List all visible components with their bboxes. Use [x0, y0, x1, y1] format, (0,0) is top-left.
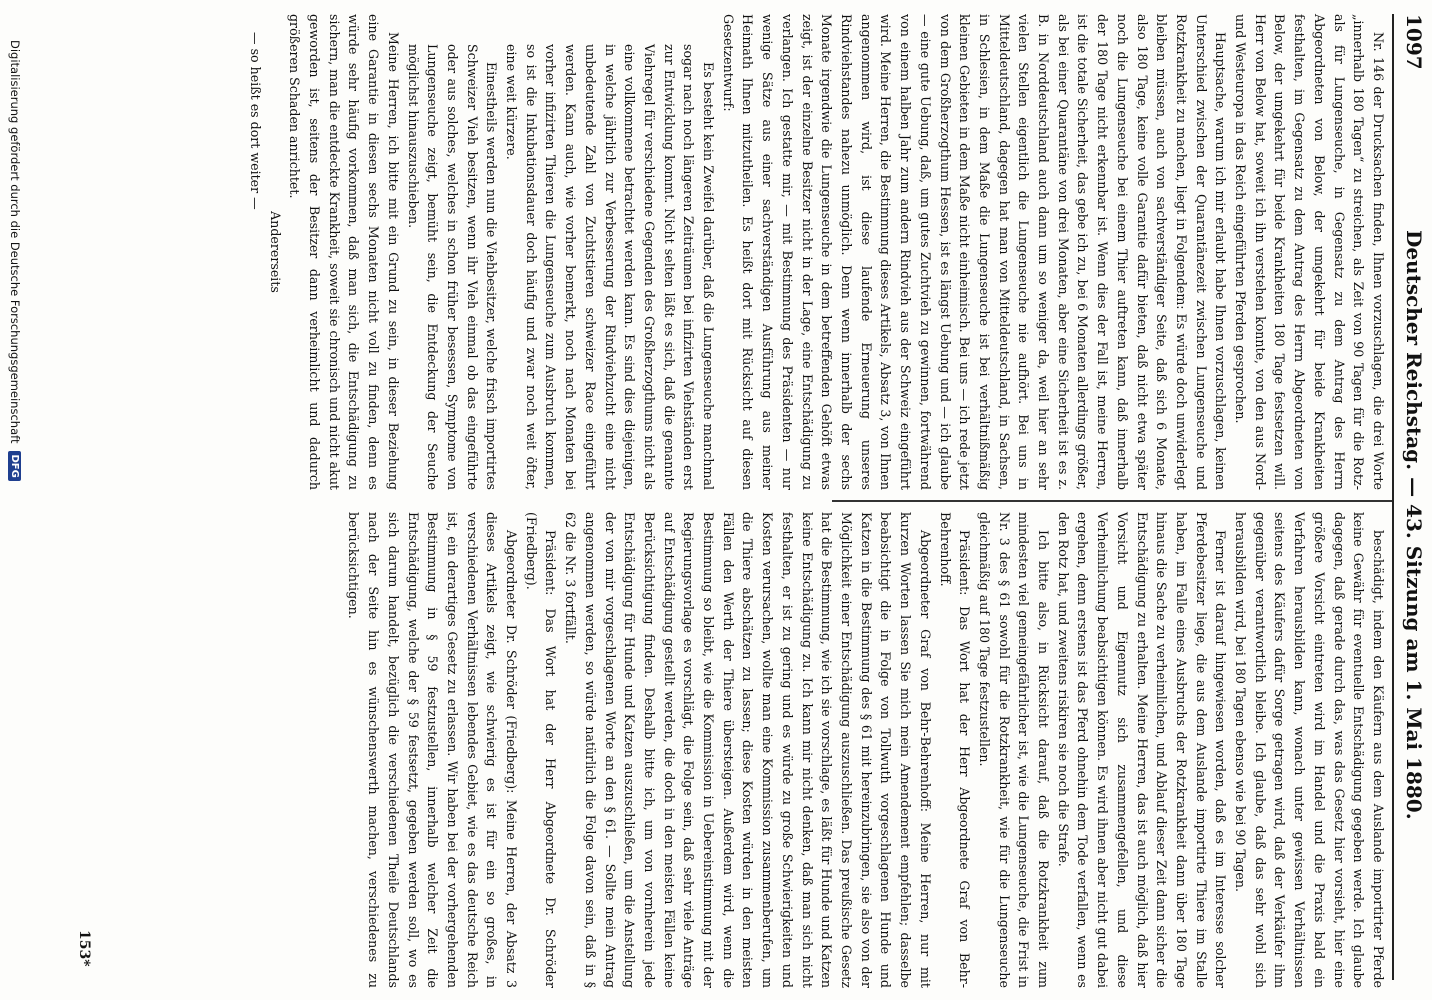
header-rule	[1392, 14, 1394, 980]
left-column	[245, 14, 1388, 490]
paragraph: beschädigt, indem den Käufern aus dem Auslande importirter Pferde keine Gewähr für eventuelle Entschädigung gegeben werde. Ich glaube dagegen, daß gerade durch das, was das Gesetz hier vorsieht, hier eine größere Vorsicht eintreten wird im Handel und die Praxis bald ein Verfahren herausbilden kann, wonach unter gewissen Verhältnissen seitens des Käufers dafür Sorge getragen wird, daß der Verkäufer ihm gegenüber verantwortlich bleibe. Ich glaube, daß das sehr wohl sich herausbilden wird, bei 180 Tagen ebenso wie bei 90 Tagen.	[1233, 512, 1386, 988]
paragraph: Präsident: Das Wort hat der Herr Abgeordnete Dr. Schröder (Friedberg).	[523, 512, 559, 988]
paragraph: Abgeordneter Dr. Schröder (Friedberg): Meine Herren, der Absatz 3 dieses Artikels zeigt, wie schwierig es ist für ein so großes, in verschiedenen Verhältnissen lebendes Gebiet, wie es das deutsche Reich ist, ein derartiges Gesetz zu erlassen. Wir haben bei der vorhergehenden Bestimmung in § 59 festzustellen, innerhalb welcher Zeit die Entschädigung, welche der § 59 festsetzt, gegeben werden soll, wo es sich darum handelt, bezüglich die verschiedenen Theile Deutschlands nach der Seite hin es wünschenswerth machen, verschiedenes zu berücksichtigen.	[346, 512, 520, 988]
column-divider	[832, 500, 1392, 502]
paragraph: Präsident: Das Wort hat der Herr Abgeordnete Graf von Behr-Behrenhoff.	[937, 512, 973, 988]
paragraph: Ferner ist darauf hingewiesen worden, daß es im Interesse solcher Pferdebesitzer liege, die aus dem Auslande importirte Thiere im Stalle haben, im Falle eines Ausbruchs der Rotzkrankheit dann über 180 Tage hinaus die Sache zu verheimlichen, und Ablauf dieser Zeit dann sicher die Entschädigung zu erhalten. Meine Herren, das ist auch möglich, daß hier Vorsicht und Eigennutz sich zusammengefellen, und diese Verheimlichung beabsichtigen können. Es wird ihnen aber nicht gut dabei ergehen, denn erstens ist das Pferd ohnehin dem Tode verfallen, wenn es den Rotz hat, und zweitens riskiren sie noch die Strafe.	[1055, 512, 1229, 988]
paragraph: Es besteht kein Zweifel darüber, daß die Lungenseuche manchmal sogar nach noch längeren Zeiträumen bei infizirten Viehständen erst zur Entwicklung kommt. Nicht selten läßt es sich, daß die genannte Viehregel für verschiedene Gegenden des Großherzogthums nicht als eine vollkommene betrachtet werden kann. Es sind dies diejenigen, in welche jährlich zur Verbesserung der Rindviehzucht eine nicht unbedeutende Zahl von Zuchtstieren schweizer Race eingeführt werden. Kann auch, wie vorher bemerkt, noch nach Monaten bei vorher infizirten Thieren die Lungenseuche zum Ausbruch kommen, so ist die Inkubationsdauer doch häufig und zwar noch weit öfter, eine weit kürzere.	[504, 44, 717, 490]
paragraph: Nr. 146 der Drucksachen finden, Ihnen vorzuschlagen, die drei Worte „innerhalb 180 Tagen“ zu streichen, als Zeit von 90 Tagen für die Rotz- als für Lungenseuche, in Gegensatz zu dem Antrag des Herrn Abgeordneten von Below, der umgekehrt für beide Krankheiten festhalten, im Gegensatz zu dem Antrag des Herrn Abgeordneten von Below, der umgekehrt für beide Krankheiten 180 Tage festsetzen will. Herr von Below hat, soweit ich ihn verstehen konnte, von den aus Nord- und Westeuropa in das Reich eingeführten Pferden gesprochen.	[1233, 14, 1386, 490]
dfg-logo: DFG	[9, 451, 22, 480]
paragraph: Einestheils werden nun die Viehbesitzer, welche frisch importirtes Schweizer Vieh besitzen, wenn ihr Vieh einmal ob das eingeführte oder aus solches, welches in schon früher besessen, Symptome von Lungenseuche zeigt, bemüht sein, die Entdeckung der Seuche möglichst hinauszuschieben.	[405, 44, 500, 490]
paragraph: Ich bitte also, in Rücksicht darauf, daß die Rotzkrankheit zum mindesten viel gemeingefährlicher ist, wie die Lungenseuche, die Frist in Nr. 3 des § 61 sowohl für die Rotzkrankheit, wie für die Lungenseuche gleichmäßig auf 180 Tage festzustellen.	[976, 512, 1052, 988]
digitization-note	[3, 40, 27, 980]
header-left: 1097	[1402, 14, 1426, 70]
page-signature: 153*	[76, 930, 92, 967]
digitization-text: Digitalisierung gefördert durch die Deutsche Forschungsgemeinschaft	[8, 40, 22, 444]
header-title: Deutscher Reichstag. — 43. Sitzung am 1. Mai 1880.	[1402, 229, 1426, 820]
paragraph: — so heißt es dort weiter —	[247, 32, 263, 210]
right-column	[344, 512, 1388, 988]
paragraph: Meine Herren, ich bitte mit ein Grund zu sein, in dieser Beziehung eine Garantie in diesen sechs Monaten nicht voll zu finden, denn es würde sehr häufig vorkommen, daß man sich, die Entschädigung zu sichern, man die entdeckte Krankheit, soweit sie chronisch und nicht akut geworden ist, seitens der Besitzer dann verheimlicht und dadurch größeren Schaden anrichtet.	[287, 14, 401, 490]
paragraph: Hauptsache, warum ich mir erlaubt habe Ihnen vorzuschlagen, keinen Unterschied zwischen der Quarantänezeit zwischen Lungenseuche und Rotzkrankheit zu machen, liegt in Folgendem: Es würde doch unwiderlegt bleiben müssen, auch von sachverständiger Seite, daß sich 6 Monate, also 180 Tage, keine volle Garantie dafür bieten, daß nicht etwa später noch die Lungenseuche bei einem Thier auftreten kann, daß innerhalb der 180 Tage nicht erkennbar ist. Wenn dies der Fall ist, meine Herren, ist die totale Sicherheit, das gebe ich zu, bei 6 Monaten allerdings größer, als bei einer Quarantäne von drei Monaten, aber eine Sicherheit ist es z. B. in Norddeutschland auch dann um so weniger da, weil hier an sehr vielen Stellen eigentlich die Lungenseuche nie aufhört. Bei uns in Mitteldeutschland, dagegen hat man von Mitteldeutschland, in Sachsen, in Schlesien, in dem Maße die Lungenseuche ist bei verhältnißmäßig kleinen Gebieten in dem Maße nicht einheimisch. Bei uns — ich rede jetzt von dem Großherzogthum Hessen, ist es längst Uebung und — ich glaube — eine gute Uebung, daß, um gutes Zuchtvieh zu gewinnen, fortwährend von einem halben Jahr zum andern Rindvieh aus der Schweiz eingeführt wird. Meine Herren, die Bestimmung dieses Artikels, Absatz 3, von Ihnen angenommen wird, ist diese laufende Erneuerung unseres Rindviehstandes nahezu unmöglich. Denn wenn innerhalb der sechs Monate irgendwie die Lungenseuche in dem betreffenden Gehöft etwas zeigt, ist der einzelne Besitzer nicht in der Lage, eine Entschädigung zu verlangen. Ich gestatte mir, — mit Bestimmung des Präsidenten — nur wenige Sätze aus einer sachverständigen Ausführung aus meiner Heimath Ihnen mitzutheilen. Es heißt dort mit Rücksicht auf diesen Gesetzentwurf:	[720, 14, 1229, 490]
paragraph: Andererseits	[267, 211, 283, 293]
paragraph: Abgeordneter Graf von Behr-Behrenhoff: Meine Herren, nur mit kurzen Worten lassen Sie mich mein Amendement empfehlen; dasselbe beabsichtigt die in Folge von Tollwuth vorgeschlagenen Hunde und Katzen in die Bestimmung des § 61 mit hereinzubringen, sie also von der Möglichkeit einer Entschädigung auszuschließen. Das preußische Gesetz hat die Bestimmung, wie ich sie vorschlage, es läßt für Hunde und Katzen keine Entschädigung zu. Ich kann mir nicht denken, daß man sich nicht festhalten, er ist zu gering und es würde zu große Schwierigkeiten und Kosten verursachen, wollte man eine Kommission zusammenberufen, um die Thiere abschätzen zu lassen; diese Kosten würden in den meisten Fällen den Werth der Thiere übersteigen. Außerdem wird, wenn die Bestimmung so bleibt, wie die Kommission in Uebereinstimmung mit der Regierungsvorlage es vorschlägt, die Folge sein, daß sehr viele Anträge auf Entschädigung gestellt werden, die doch in den meisten Fällen keine Berücksichtigung finden. Deshalb bitte ich, um von vornherein jede Entschädigung für Hunde und Katzen auszuschließen, um die Anstellung der von mir vorgeschlagenen Worte an den § 61. — Sollte mein Antrag angenommen werden, so würde natürlich die Folge davon sein, daß in § 62 die Nr. 3 fortfällt.	[563, 512, 933, 988]
page-header	[1397, 14, 1431, 980]
